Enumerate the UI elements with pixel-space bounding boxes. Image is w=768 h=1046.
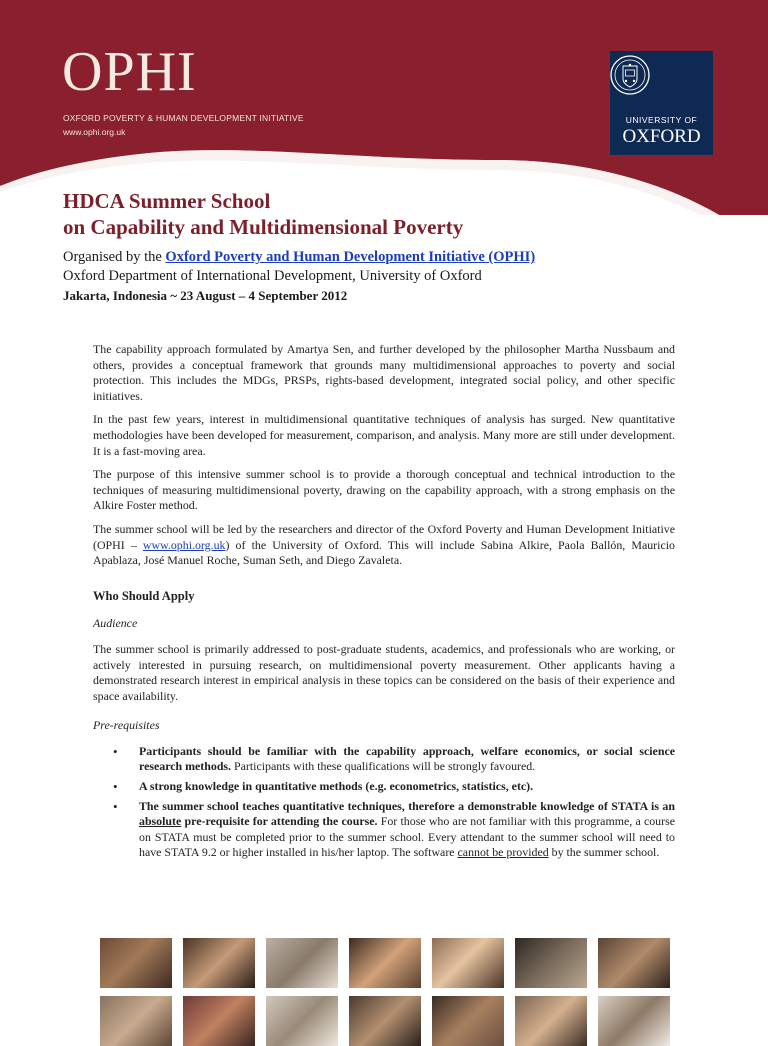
ophi-full-name: OXFORD POVERTY & HUMAN DEVELOPMENT INITIATIVE bbox=[63, 113, 304, 123]
oxford-university-label: UNIVERSITY OF bbox=[625, 115, 698, 125]
audience-text: The summer school is primarily addressed to post-graduate students, academics, and professionals who are working, or actively interested in pursuing research, on multidimensional poverty measurement. Other applicants having a demonstrated research interest in empirical analysis in these topics can be considered on the basis of their experience and space availability. bbox=[93, 641, 675, 703]
organiser-prefix: Organised by the bbox=[63, 249, 166, 265]
paragraph-interest: In the past few years, interest in multidimensional quantitative techniques of analysis has surged. New quantitative methodologies have been developed for measurement, comparison, and analysis. Many more are still under development. It is a fast-moving area. bbox=[93, 412, 675, 458]
photo-participants bbox=[183, 996, 255, 1046]
photo-participants bbox=[266, 996, 338, 1046]
list-item bbox=[93, 779, 675, 795]
ophi-url[interactable]: www.ophi.org.uk bbox=[63, 127, 126, 137]
location-dates: Jakarta, Indonesia ~ 23 August – 4 September 2012 bbox=[63, 288, 348, 303]
bullet3-bold-b: pre-requisite for attending the course. bbox=[181, 814, 378, 829]
photo-participants bbox=[598, 996, 670, 1046]
led-by-text-b: ) of the University of Oxford. This will include Sabina Alkire, Paola Ballón, Mauricio Apablaza, José Manuel Roche, Suman Seth, and Diego Zavaleta. bbox=[93, 537, 675, 568]
bullet1-rest: Participants with these qualifications will be strongly favoured. bbox=[231, 759, 536, 774]
oxford-name: OXFORD bbox=[622, 126, 701, 147]
title-line-2: on Capability and Multidimensional Poverty bbox=[63, 215, 464, 239]
prerequisites-list bbox=[93, 744, 675, 861]
oxford-logo bbox=[610, 51, 713, 155]
list-item bbox=[93, 744, 675, 775]
header-banner bbox=[0, 0, 768, 215]
photo-participants bbox=[598, 938, 670, 988]
bullet3-rest-b: by the summer school. bbox=[548, 845, 660, 860]
audience-heading: Audience bbox=[93, 616, 138, 631]
ophi-link[interactable]: Oxford Poverty and Human Development Initiative (OPHI) bbox=[165, 249, 536, 265]
ophi-logo: OPHI bbox=[62, 41, 197, 103]
title-line-1: HDCA Summer School bbox=[63, 189, 271, 213]
photo-participants bbox=[432, 996, 504, 1046]
paragraph-led-by bbox=[93, 522, 675, 569]
photo-strip bbox=[100, 938, 670, 1024]
bullet2-bold: A strong knowledge in quantitative methods (e.g. econometrics, statistics, etc). bbox=[139, 779, 534, 794]
photo-participants bbox=[266, 938, 338, 988]
prerequisites-heading: Pre-requisites bbox=[93, 718, 160, 733]
photo-participants bbox=[100, 938, 172, 988]
page-title bbox=[63, 188, 463, 240]
bullet1-bold: Participants should be familiar with the capability approach, welfare economics, or social science research methods. bbox=[139, 743, 675, 774]
photo-participants bbox=[515, 996, 587, 1046]
bullet3-rest-a: For those who are not familiar with this programme, a course on STATA must be completed prior to the summer school. Every attendant to the summer school will need to have STATA 9.2 or higher installed in his/her laptop. The software bbox=[139, 814, 675, 860]
photo-participants bbox=[349, 996, 421, 1046]
photo-participants bbox=[515, 938, 587, 988]
bullet3-rest-underline: cannot be provided bbox=[457, 845, 549, 860]
paragraph-purpose: The purpose of this intensive summer school is to provide a thorough conceptual and technical introduction to the techniques of measuring multidimensional poverty, drawing on the capability approach, with a strong emphasis on the Alkire Foster method. bbox=[93, 467, 675, 513]
oxford-crest-icon bbox=[610, 51, 650, 99]
paragraph-intro: The capability approach formulated by Amartya Sen, and further developed by the philosopher Martha Nussbaum and others, provides a conceptual framework that grounds many multidimensional approaches to poverty and social protection. This includes the MDGs, PRSPs, rights-based development, integrated social policy, and other specific initiatives. bbox=[93, 342, 675, 403]
document-body bbox=[93, 342, 675, 865]
led-by-text-a: The summer school will be led by the researchers and director of the Oxford Poverty and Human Development Initiative (OPHI – bbox=[93, 521, 675, 552]
photo-participants bbox=[183, 938, 255, 988]
bullet-icon: • bbox=[113, 779, 118, 795]
ophi-website-link[interactable]: www.ophi.org.uk bbox=[142, 537, 226, 552]
photo-participants bbox=[100, 996, 172, 1046]
department-line: Oxford Department of International Development, University of Oxford bbox=[63, 268, 482, 284]
organiser-line bbox=[63, 248, 535, 266]
photo-participants bbox=[349, 938, 421, 988]
photo-participants bbox=[432, 938, 504, 988]
bullet3-bold-underline: absolute bbox=[139, 814, 182, 829]
bullet-icon: • bbox=[113, 743, 118, 759]
list-item bbox=[93, 799, 675, 861]
bullet-icon: • bbox=[113, 798, 118, 814]
bullet3-bold-a: The summer school teaches quantitative techniques, therefore a demonstrable knowledge of STATA is an bbox=[139, 798, 675, 813]
who-should-apply-heading: Who Should Apply bbox=[93, 588, 195, 603]
